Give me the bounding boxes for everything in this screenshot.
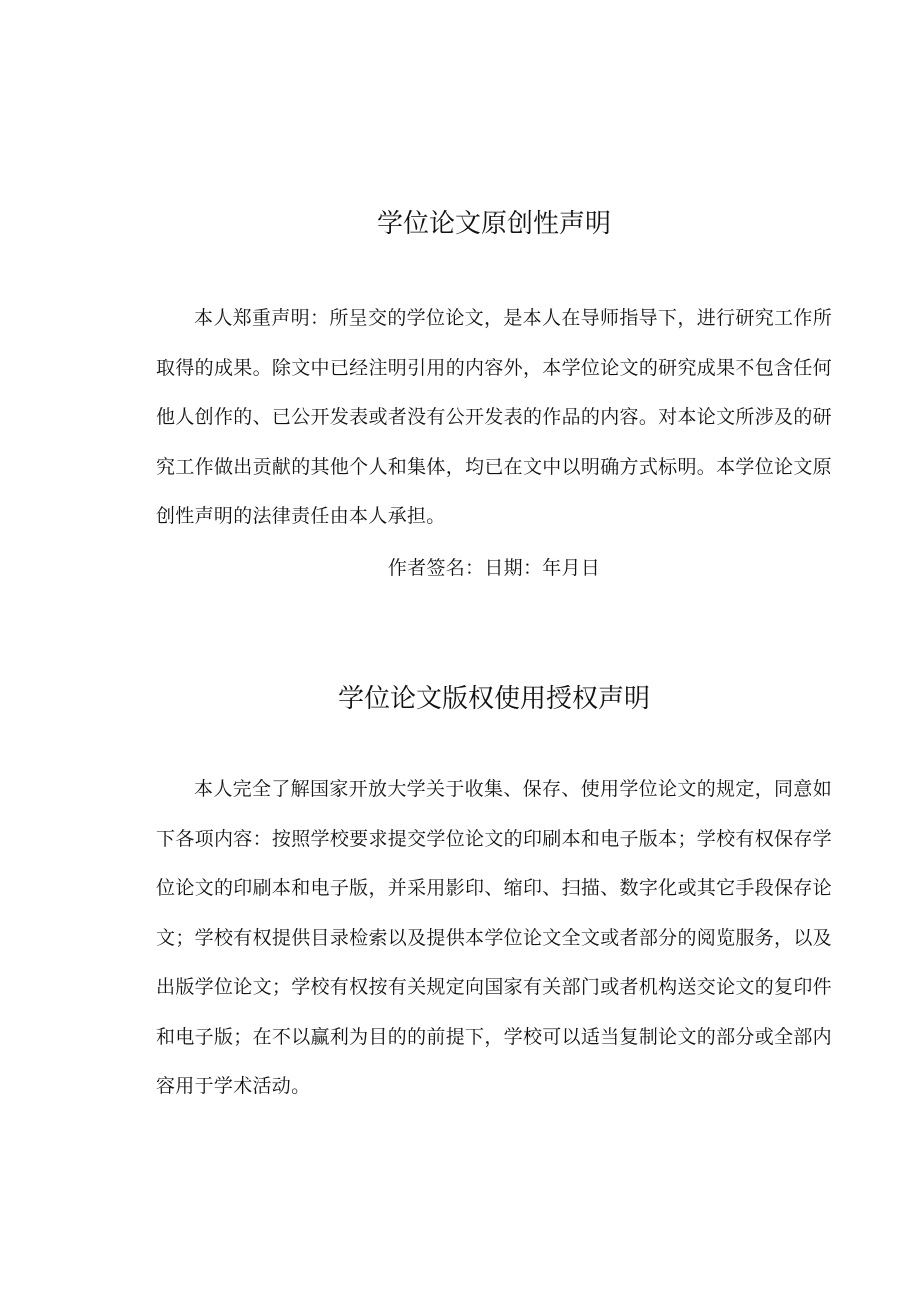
- originality-declaration-body: 本人郑重声明：所呈交的学位论文，是本人在导师指导下，进行研究工作所取得的成果。除文中已经注明引用的内容外，本学位论文的研究成果不包含任何他人创作的、已公开发表或者没有公开发表的作品的内容。对本论文所涉及的研究工作做出贡献的其他个人和集体，均已在文中以明确方式标明。本学位论文原创性声明的法律责任由本人承担。: [156, 307, 832, 527]
- copyright-authorization-body: 本人完全了解国家开放大学关于收集、保存、使用学位论文的规定，同意如下各项内容：按照学校要求提交学位论文的印刷本和电子版本；学校有权保存学位论文的印刷本和电子版，并采用影印、缩印、扫描、数字化或其它手段保存论文；学校有权提供目录检索以及提供本学位论文全文或者部分的阅览服务，以及出版学位论文；学校有权按有关规定向国家有关部门或者机构送交论文的复印件和电子版；在不以赢利为目的的前提下，学校可以适当复制论文的部分或全部内容用于学术活动。: [156, 778, 832, 1097]
- author-signature-date-line: 作者签名：日期：年月日: [387, 557, 601, 579]
- originality-declaration-title: 学位论文原创性声明: [376, 209, 611, 239]
- copyright-authorization-title: 学位论文版权使用授权声明: [337, 684, 650, 714]
